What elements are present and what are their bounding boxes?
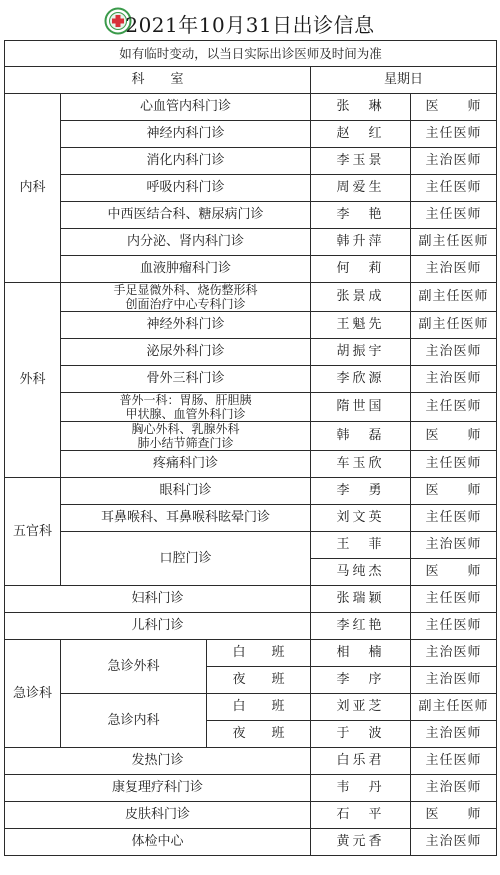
clinic-line-2: 创面治疗中心专科门诊 xyxy=(125,297,246,311)
doctor-cell: 王魁先 xyxy=(311,312,411,339)
doctor-cell: 李红艳 xyxy=(311,613,411,640)
doctor-cell: 石 平 xyxy=(311,802,411,829)
clinic-cell: 血液肿瘤科门诊 xyxy=(61,256,311,283)
title-cell: 主治医师 xyxy=(411,532,497,559)
clinic-line-2: 甲状腺、血管外科门诊 xyxy=(125,407,246,421)
group-neike: 内科 xyxy=(5,94,61,283)
clinic-cell: 康复理疗科门诊 xyxy=(5,775,311,802)
clinic-cell: 内分泌、肾内科门诊 xyxy=(61,229,311,256)
doctor-cell: 于 波 xyxy=(311,721,411,748)
table-row xyxy=(5,694,497,721)
clinic-line-2: 肺小结节筛查门诊 xyxy=(137,436,234,450)
title-cell: 主治医师 xyxy=(411,256,497,283)
shift-cell: 夜 班 xyxy=(207,721,311,748)
clinic-cell: 消化内科门诊 xyxy=(61,148,311,175)
notice-text: 如有临时变动，以当日实际出诊医师及时间为准 xyxy=(5,41,497,67)
doctor-cell: 韩升萍 xyxy=(311,229,411,256)
title-cell: 主任医师 xyxy=(411,451,497,478)
doctor-cell: 黄元香 xyxy=(311,829,411,856)
clinic-cell: 耳鼻喉科、耳鼻喉科眩晕门诊 xyxy=(61,505,311,532)
clinic-cell: 呼吸内科门诊 xyxy=(61,175,311,202)
title-cell: 主治医师 xyxy=(411,667,497,694)
doctor-cell: 相 楠 xyxy=(311,640,411,667)
doctor-cell: 王 菲 xyxy=(311,532,411,559)
clinic-line-1: 手足显微外科、烧伤整形科 xyxy=(113,283,258,297)
doctor-cell: 隋世国 xyxy=(311,393,411,422)
table-row xyxy=(5,366,497,393)
table-row xyxy=(5,478,497,505)
clinic-line-1: 胸心外科、乳腺外科 xyxy=(131,422,240,436)
group-jizhen: 急诊科 xyxy=(5,640,61,748)
title-cell: 主治医师 xyxy=(411,775,497,802)
clinic-cell xyxy=(61,393,311,422)
title-cell: 主任医师 xyxy=(411,613,497,640)
title-cell: 医 师 xyxy=(411,802,497,829)
table-row xyxy=(5,121,497,148)
table-row xyxy=(5,748,497,775)
clinic-cell: 疼痛科门诊 xyxy=(61,451,311,478)
table-row xyxy=(5,283,497,312)
title-cell: 主任医师 xyxy=(411,586,497,613)
clinic-cell: 体检中心 xyxy=(5,829,311,856)
table-row xyxy=(5,829,497,856)
doctor-cell: 李玉景 xyxy=(311,148,411,175)
department-header: 科 室 xyxy=(5,67,311,94)
doctor-cell: 刘文英 xyxy=(311,505,411,532)
title-cell: 主治医师 xyxy=(411,721,497,748)
title-cell: 主任医师 xyxy=(411,393,497,422)
notice-row xyxy=(5,41,497,67)
table-row xyxy=(5,94,497,121)
clinic-line-1: 普外一科：胃肠、肝胆胰 xyxy=(119,393,252,407)
clinic-cell: 发热门诊 xyxy=(5,748,311,775)
shift-cell: 白 班 xyxy=(207,694,311,721)
title-cell: 医 师 xyxy=(411,94,497,121)
doctor-cell: 周爱生 xyxy=(311,175,411,202)
title-cell: 副主任医师 xyxy=(411,312,497,339)
clinic-cell: 泌尿外科门诊 xyxy=(61,339,311,366)
doctor-cell: 李 序 xyxy=(311,667,411,694)
table-row xyxy=(5,175,497,202)
title-cell: 主任医师 xyxy=(411,175,497,202)
doctor-cell: 韩 磊 xyxy=(311,422,411,451)
doctor-cell: 何 莉 xyxy=(311,256,411,283)
table-row xyxy=(5,229,497,256)
title-cell: 主治医师 xyxy=(411,829,497,856)
table-row xyxy=(5,202,497,229)
table-row xyxy=(5,586,497,613)
title-cell: 主任医师 xyxy=(411,505,497,532)
schedule-table xyxy=(4,40,497,856)
clinic-cell: 中西医结合科、糖尿病门诊 xyxy=(61,202,311,229)
shift-cell: 夜 班 xyxy=(207,667,311,694)
table-row xyxy=(5,640,497,667)
page-title: 2021年10月31日出诊信息 xyxy=(125,13,375,37)
group-waike: 外科 xyxy=(5,283,61,478)
table-row xyxy=(5,802,497,829)
title-cell: 医 师 xyxy=(411,559,497,586)
clinic-cell: 心血管内科门诊 xyxy=(61,94,311,121)
doctor-cell: 李 勇 xyxy=(311,478,411,505)
doctor-cell: 车玉欣 xyxy=(311,451,411,478)
clinic-cell xyxy=(61,283,311,312)
group-wuguan: 五官科 xyxy=(5,478,61,586)
clinic-cell: 急诊外科 xyxy=(61,640,207,694)
doctor-cell: 张瑞颖 xyxy=(311,586,411,613)
clinic-cell: 神经内科门诊 xyxy=(61,121,311,148)
clinic-cell: 皮肤科门诊 xyxy=(5,802,311,829)
title-cell: 副主任医师 xyxy=(411,283,497,312)
clinic-cell: 眼科门诊 xyxy=(61,478,311,505)
title-cell: 主任医师 xyxy=(411,202,497,229)
clinic-cell: 儿科门诊 xyxy=(5,613,311,640)
table-row xyxy=(5,256,497,283)
clinic-cell: 妇科门诊 xyxy=(5,586,311,613)
title-cell: 主治医师 xyxy=(411,640,497,667)
table-row xyxy=(5,451,497,478)
doctor-cell: 韦 丹 xyxy=(311,775,411,802)
doctor-cell: 李欣源 xyxy=(311,366,411,393)
table-row xyxy=(5,532,497,559)
table-row xyxy=(5,393,497,422)
doctor-cell: 赵 红 xyxy=(311,121,411,148)
table-row xyxy=(5,312,497,339)
table-row xyxy=(5,148,497,175)
clinic-cell: 神经外科门诊 xyxy=(61,312,311,339)
title-cell: 主任医师 xyxy=(411,121,497,148)
title-cell: 主治医师 xyxy=(411,366,497,393)
clinic-cell: 口腔门诊 xyxy=(61,532,311,586)
page-header xyxy=(4,2,496,40)
header-row xyxy=(5,67,497,94)
table-row xyxy=(5,505,497,532)
clinic-cell: 急诊内科 xyxy=(61,694,207,748)
title-cell: 主任医师 xyxy=(411,748,497,775)
doctor-cell: 张景成 xyxy=(311,283,411,312)
table-row xyxy=(5,339,497,366)
clinic-cell xyxy=(61,422,311,451)
title-cell: 副主任医师 xyxy=(411,694,497,721)
doctor-cell: 张 琳 xyxy=(311,94,411,121)
title-cell: 副主任医师 xyxy=(411,229,497,256)
table-row xyxy=(5,422,497,451)
doctor-cell: 李 艳 xyxy=(311,202,411,229)
table-row xyxy=(5,613,497,640)
doctor-cell: 胡振宇 xyxy=(311,339,411,366)
day-header: 星期日 xyxy=(311,67,497,94)
clinic-cell: 骨外三科门诊 xyxy=(61,366,311,393)
shift-cell: 白 班 xyxy=(207,640,311,667)
table-row xyxy=(5,775,497,802)
title-cell: 医 师 xyxy=(411,478,497,505)
doctor-cell: 白乐君 xyxy=(311,748,411,775)
title-cell: 主治医师 xyxy=(411,339,497,366)
title-cell: 主治医师 xyxy=(411,148,497,175)
title-cell: 医 师 xyxy=(411,422,497,451)
doctor-cell: 马纯杰 xyxy=(311,559,411,586)
doctor-cell: 刘亚芝 xyxy=(311,694,411,721)
